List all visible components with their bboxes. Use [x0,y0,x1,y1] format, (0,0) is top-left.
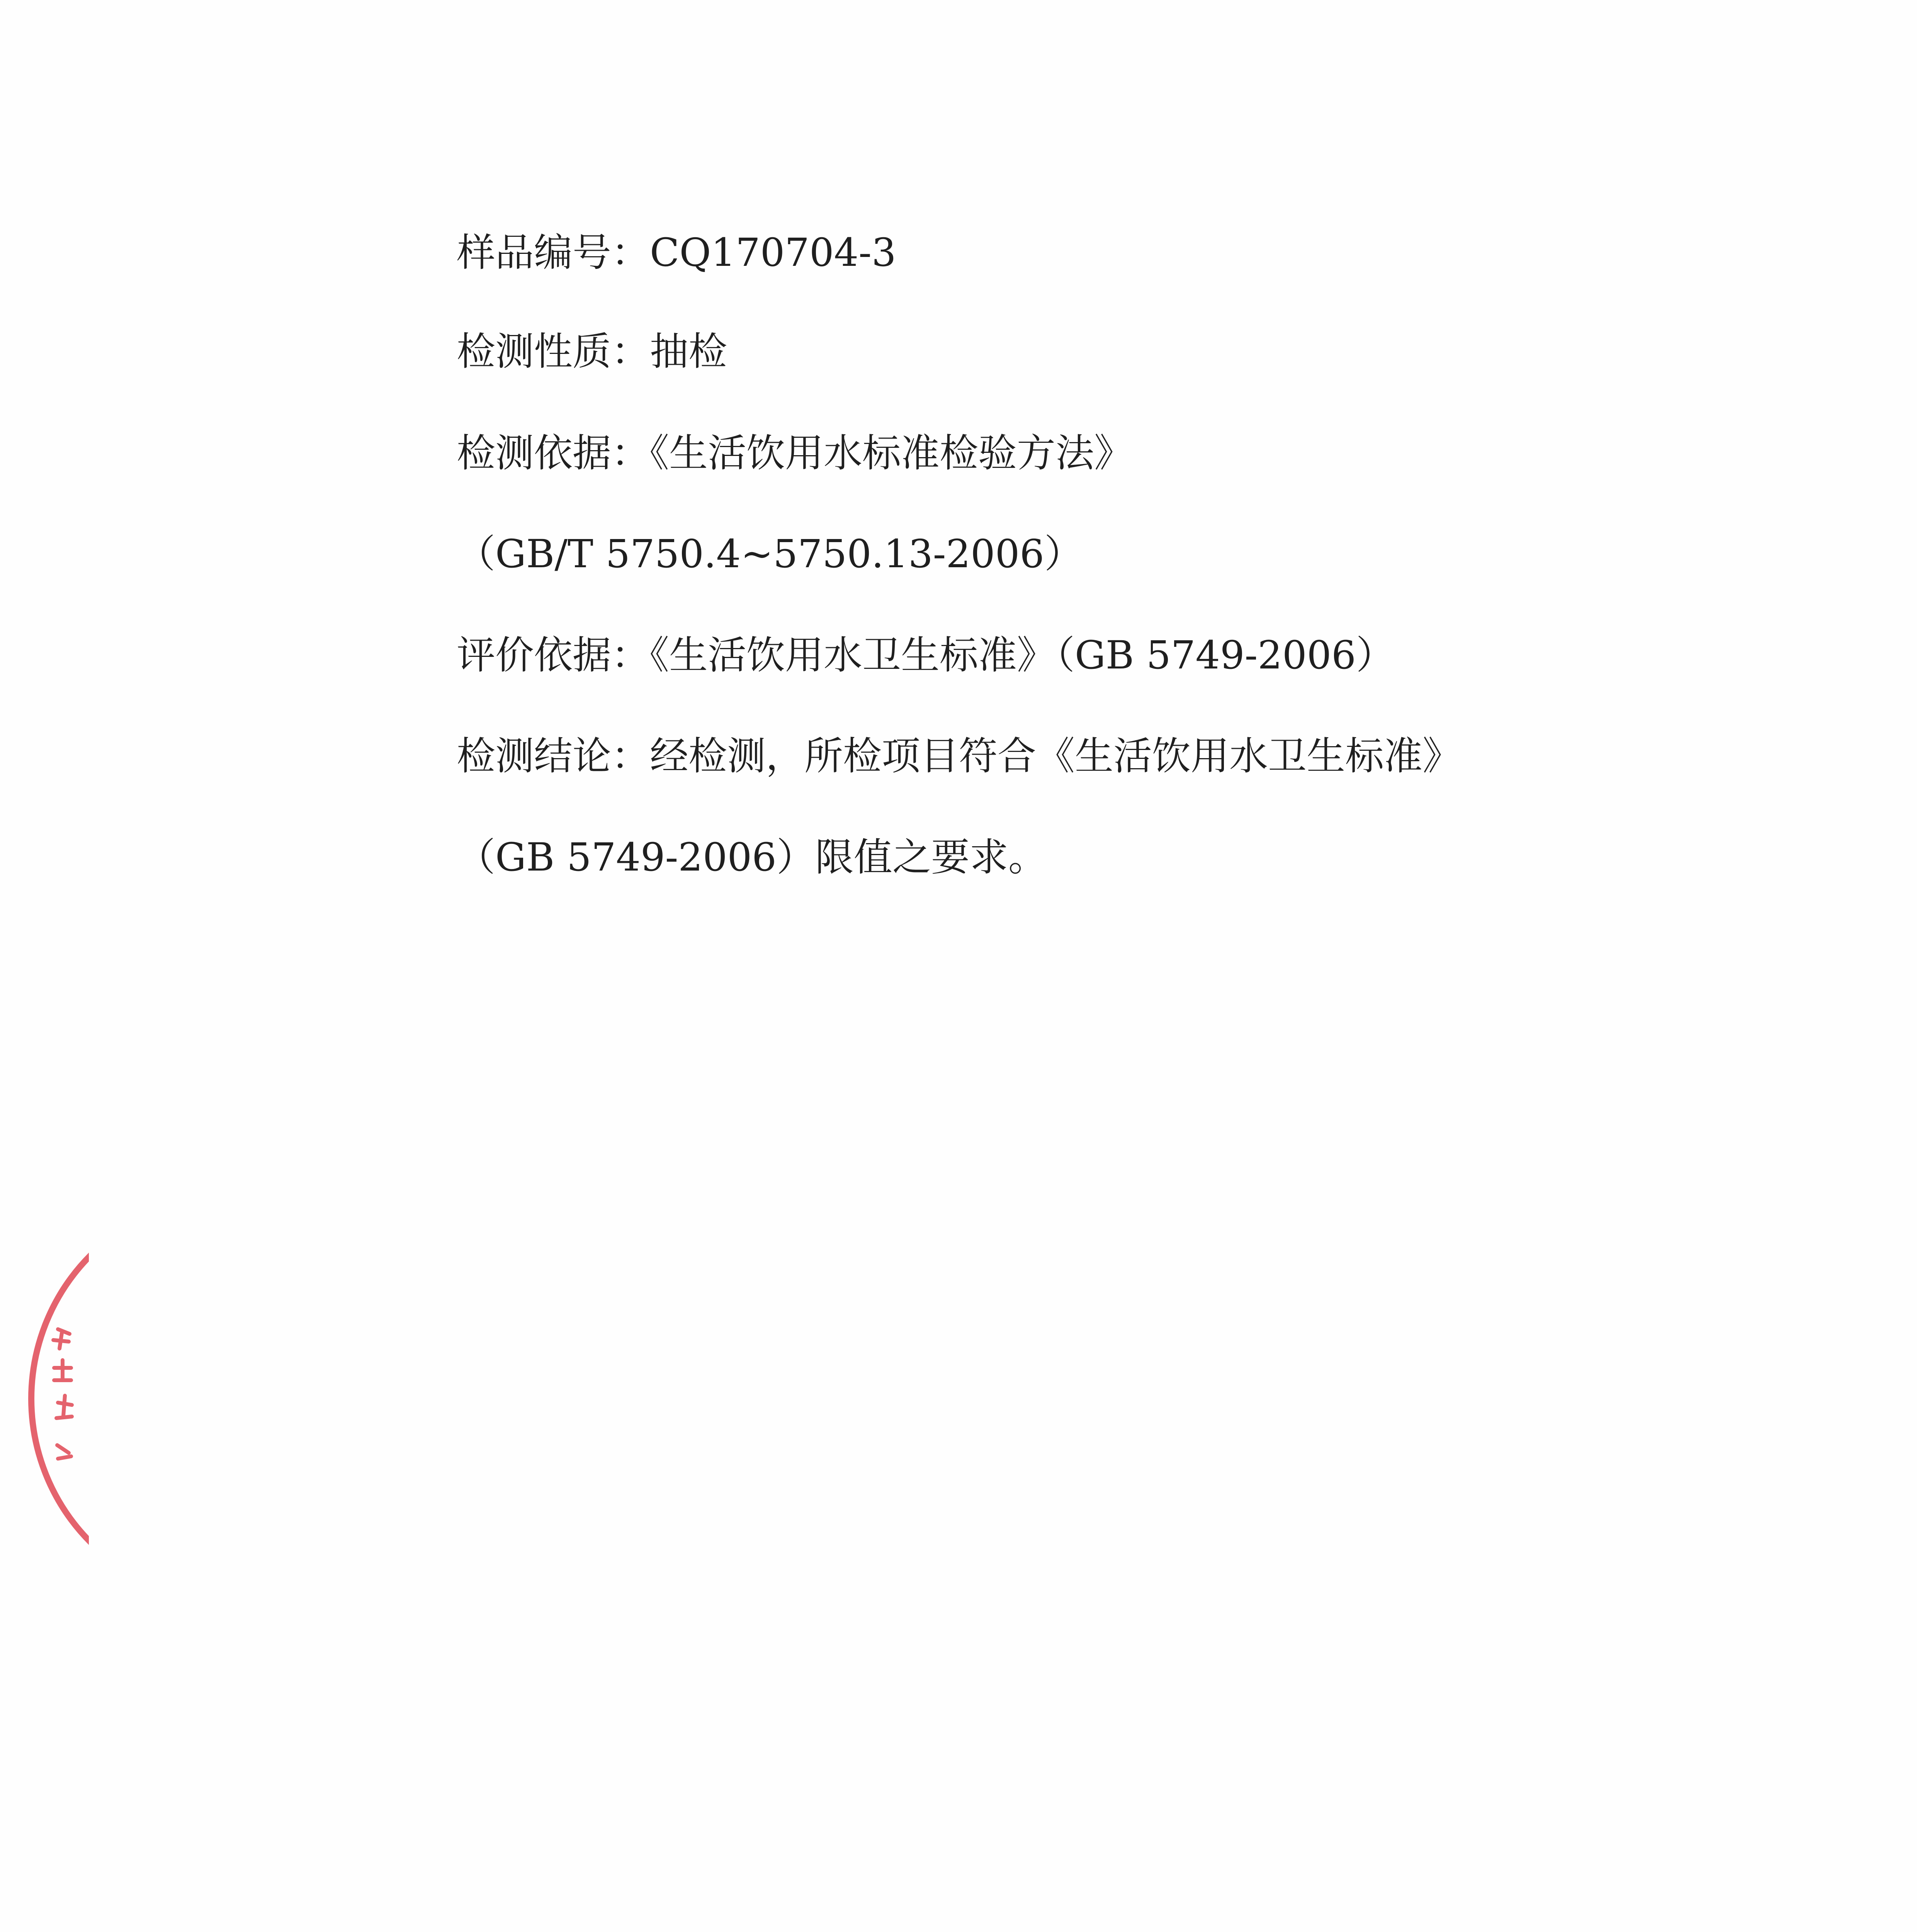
evaluation-basis-value: 《生活饮用水卫生标准》（GB 5749-2006） [650,633,1395,678]
sample-number-value: CQ170704-3 [650,230,896,275]
conclusion-text-2: （GB 5749-2006）限值之要求。 [457,835,1047,880]
test-basis-label: 检测依据： [457,430,650,476]
conclusion-text-1: 经检测，所检项目符合《生活饮用水卫生标准》 [650,733,1461,779]
test-basis-standard-line [457,531,1083,577]
sample-number-label: 样品编号： [457,230,650,275]
conclusion-line-1 [457,733,1461,779]
evaluation-basis-label: 评价依据： [457,633,650,678]
test-nature-value: 抽检 [650,329,727,374]
test-basis-line [457,430,1133,476]
sample-number-line [457,230,896,275]
test-basis-standard: （GB/T 5750.4~5750.13-2006） [457,531,1083,577]
test-nature-line [457,329,727,374]
conclusion-line-2 [457,835,1047,880]
perforation-seal-fragment [0,1236,100,1561]
conclusion-label: 检测结论： [457,733,650,779]
inspection-unit-seal [1275,1917,1684,1932]
test-basis-value: 《生活饮用水标准检验方法》 [650,430,1133,476]
evaluation-basis-line [457,633,1395,678]
test-nature-label: 检测性质： [457,329,650,374]
